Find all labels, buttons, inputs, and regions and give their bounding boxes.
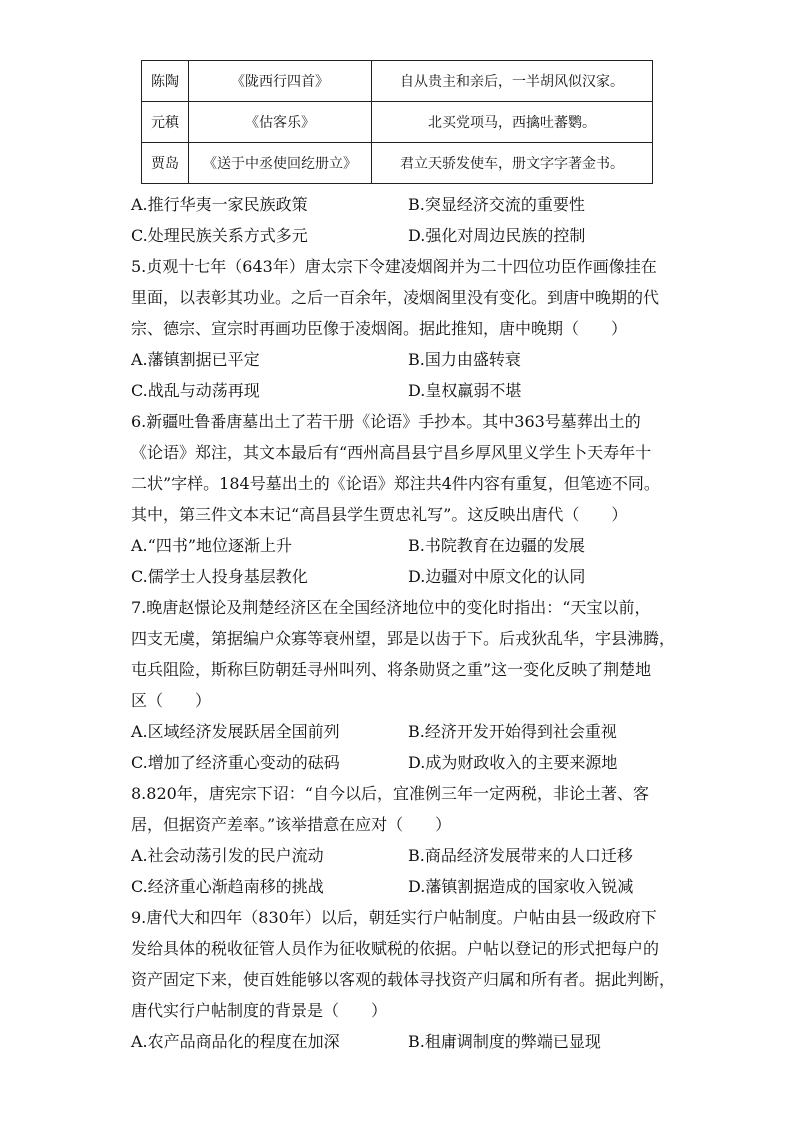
option-d: D.成为财政收入的主要来源地 [408, 753, 618, 772]
author-cell: 元稹 [142, 102, 189, 143]
question-stem-line: 居，但据资产差率。”该举措意在应对（ ） [131, 815, 452, 834]
title-cell: 《陇西行四首》 [189, 61, 372, 102]
option-b: B.突显经济交流的重要性 [408, 195, 585, 214]
table-row [142, 61, 653, 102]
question-9 [131, 902, 676, 1057]
option-d: D.藩镇割据造成的国家收入锐减 [408, 877, 634, 896]
table-row [142, 143, 653, 184]
option-a: A.农产品商品化的程度在加深 [131, 1032, 340, 1051]
verse-cell: 君立天骄发使车，册文字字著金书。 [372, 143, 653, 184]
question-8 [131, 778, 676, 902]
question-stem-line: 区（ ） [131, 691, 212, 710]
option-a: A.藩镇割据已平定 [131, 350, 260, 369]
option-d: D.边疆对中原文化的认同 [408, 567, 586, 586]
author-cell: 贾岛 [142, 143, 189, 184]
question-stem-line: 6.新疆吐鲁番唐墓出土了若干册《论语》手抄本。其中363号墓葬出土的 [131, 412, 641, 431]
question-stem-line: 里面，以表彰其功业。之后一百余年，凌烟阁里没有变化。到唐中晚期的代 [131, 288, 660, 307]
question-stem-line: 二状”字样。184号墓出土的《论语》郑注共4件内容有重复，但笔迹不同。 [131, 474, 660, 493]
title-cell: 《估客乐》 [189, 102, 372, 143]
question-stem-line: 8.820年，唐宪宗下诏：“自今以后，宜准例三年一定两税，非论土著、客 [131, 784, 649, 803]
question-stem-line: 5.贞观十七年（643年）唐太宗下令建凌烟阁并为二十四位功臣作画像挂在 [131, 257, 657, 276]
question-stem-line: 其中，第三件文本末记“高昌县学生贾忠礼写”。这反映出唐代（ ） [131, 505, 628, 524]
question-stem-line: 四支无虞，第据编户众寡等衰州望，郢是以齿于下。后戎狄乱华，宇县沸腾， [131, 629, 676, 648]
table-row [142, 102, 653, 143]
option-a: A.“四书”地位逐渐上升 [131, 536, 293, 555]
question-stem-line: 宗、德宗、宣宗时再画功臣像于凌烟阁。据此推知，唐中晚期（ ） [131, 319, 628, 338]
verse-cell: 北买党项马，西擒吐蕃鹦。 [372, 102, 653, 143]
option-d: D.皇权羸弱不堪 [408, 381, 522, 400]
question-stem-line: 《论语》郑注，其文本最后有“西州高昌县宁昌乡厚风里义学生卜天寿年十 [131, 443, 652, 462]
question-5 [131, 251, 676, 406]
poem-table [141, 60, 653, 184]
option-c: C.增加了经济重心变动的砝码 [131, 753, 340, 772]
option-c: C.处理民族关系方式多元 [131, 226, 308, 245]
question-stem-line: 9.唐代大和四年（830年）以后，朝廷实行户帖制度。户帖由县一级政府下 [131, 908, 657, 927]
title-cell: 《送于中丞使回纥册立》 [189, 143, 372, 184]
option-b: B.经济开发开始得到社会重视 [408, 722, 617, 741]
question-6 [131, 406, 676, 592]
option-a: A.社会动荡引发的民户流动 [131, 846, 324, 865]
option-a: A.推行华夷一家民族政策 [131, 195, 308, 214]
option-b: B.国力由盛转衰 [408, 350, 521, 369]
question-stem-line: 资产固定下来，使百姓能够以客观的载体寻找资产归属和所有者。据此判断， [131, 970, 676, 989]
option-b: B.商品经济发展带来的人口迁移 [408, 846, 633, 865]
question-list [131, 189, 676, 1057]
option-a: A.区域经济发展跃居全国前列 [131, 722, 340, 741]
verse-cell: 自从贵主和亲后，一半胡风似汉家。 [372, 61, 653, 102]
question-4-options [131, 189, 676, 251]
question-7 [131, 592, 676, 778]
question-stem-line: 7.晚唐赵憬论及荆楚经济区在全国经济地位中的变化时指出：“天宝以前， [131, 598, 651, 617]
question-stem-line: 屯兵阻险，斯称巨防朝廷寻州叫列、将条勋贤之重”这一变化反映了荆楚地 [131, 660, 652, 679]
question-stem-line: 发给具体的税收征管人员作为征收赋税的依据。户帖以登记的形式把每户的 [131, 939, 660, 958]
option-b: B.书院教育在边疆的发展 [408, 536, 585, 555]
option-b: B.租庸调制度的弊端已显现 [408, 1032, 601, 1051]
author-cell: 陈陶 [142, 61, 189, 102]
question-stem-line: 唐代实行户帖制度的背景是（ ） [131, 1001, 388, 1020]
option-c: C.经济重心渐趋南移的挑战 [131, 877, 324, 896]
option-d: D.强化对周边民族的控制 [408, 226, 586, 245]
option-c: C.战乱与动荡再现 [131, 381, 260, 400]
option-c: C.儒学士人投身基层教化 [131, 567, 308, 586]
